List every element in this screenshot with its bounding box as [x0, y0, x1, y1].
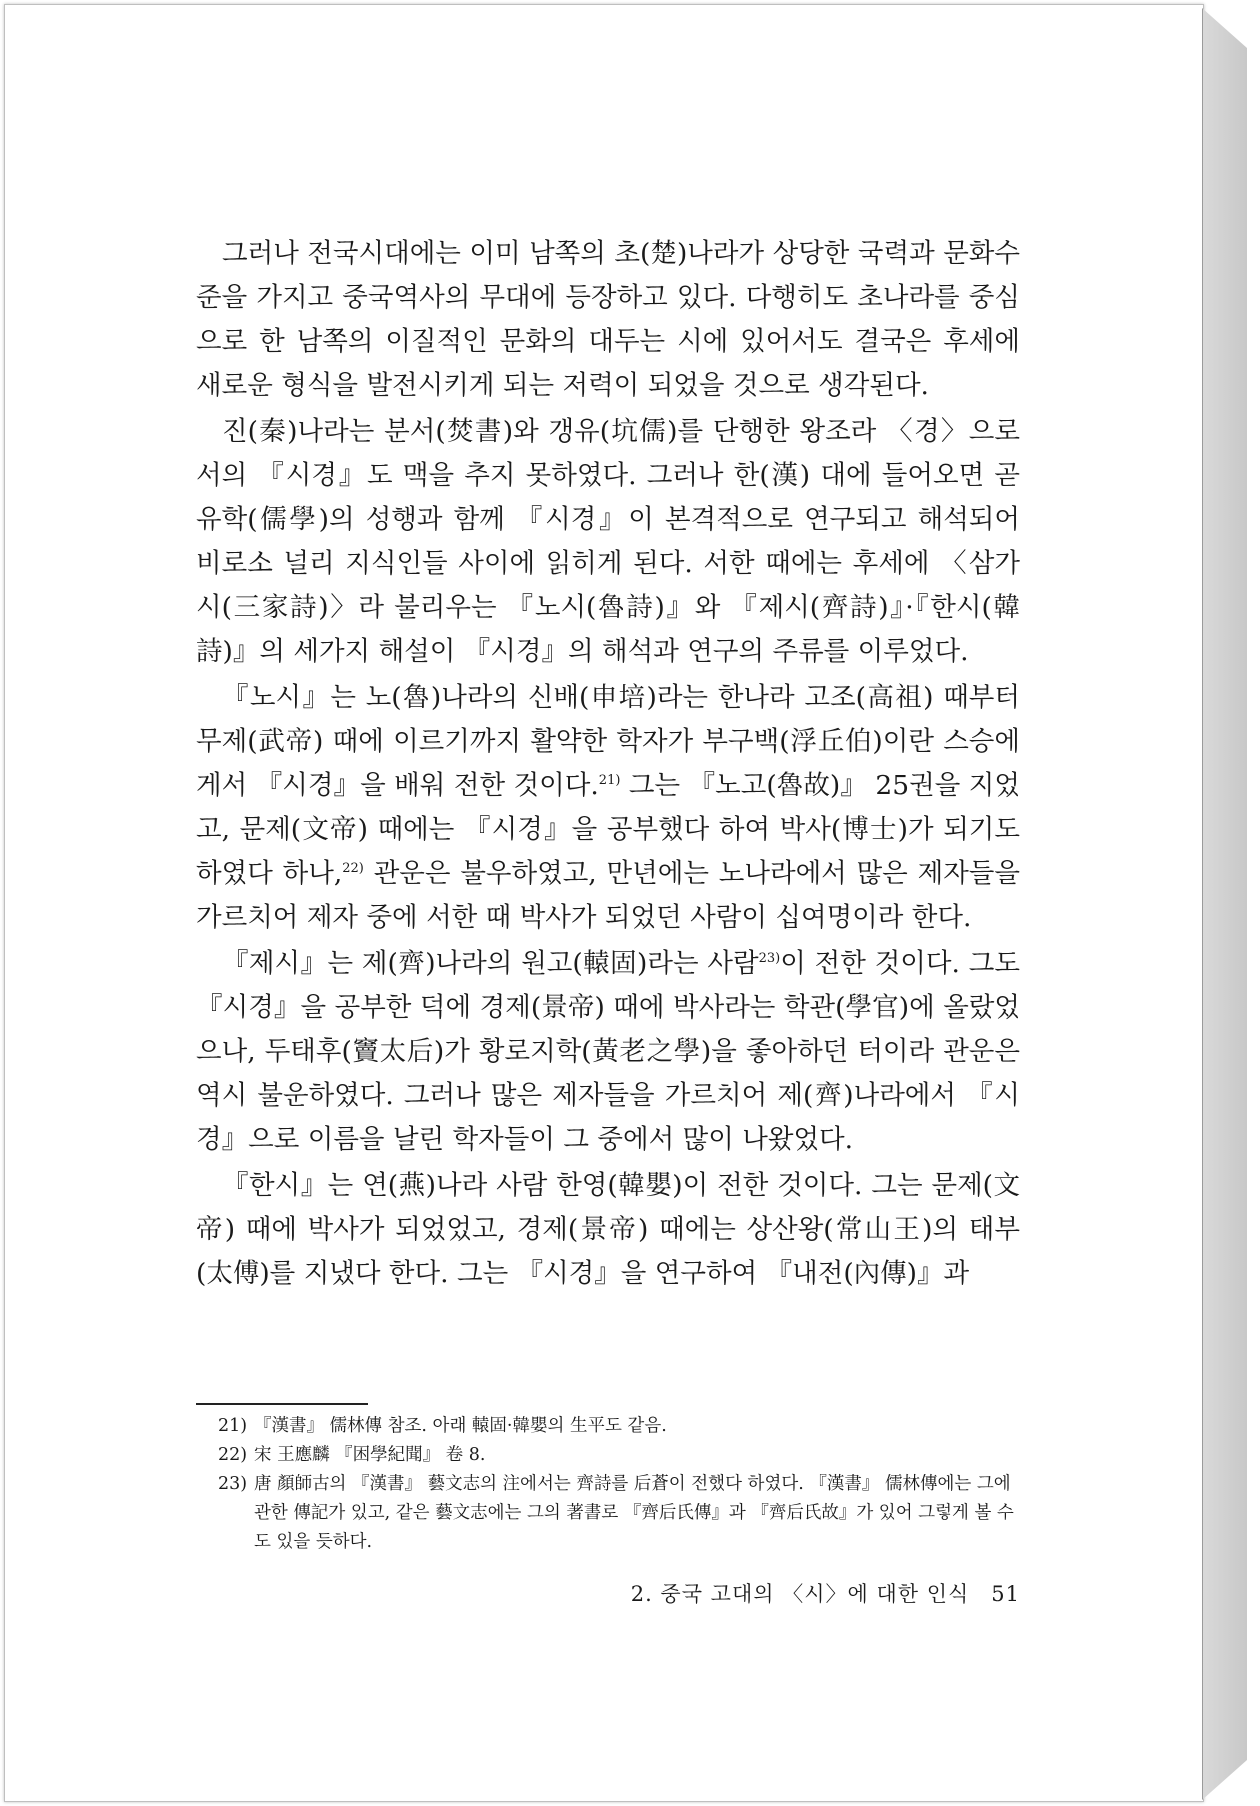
paragraph-4-part-b: 이 전한 것이다. 그도 『시경』을 공부한 덕에 경제(景帝) 때에 박사라는 학관(學官)에 올랐었으나, 두태후(竇太后)가 황로지학(黃老之學)을 좋아하던 터이라 관운은 역시 불운하였다. 그러나 많은 제자들을 가르치어 제(齊)나라에서 『시경』으로 이름을 날린 학자들이 그 중에서 많이 나왔었다.: [196, 948, 1020, 1155]
footnote-23: [218, 1470, 1020, 1557]
paragraph-3-part-c: 관운은 불우하였고, 만년에는 노나라에서 많은 제자들을 가르치어 제자 중에 서한 때 박사가 되었던 사람이 십여명이라 한다.: [196, 858, 1021, 933]
footnote-21: [218, 1412, 1020, 1441]
footnote-number: 22): [218, 1445, 248, 1465]
running-head: 2. 중국 고대의 〈시〉에 대한 인식: [630, 1582, 970, 1606]
footnote-number: 21): [218, 1416, 248, 1436]
footnote-text: 『漢書』 儒林傳 참조. 아래 轅固·韓嬰의 生平도 같음.: [254, 1416, 667, 1436]
footnote-text: 唐 顏師古의 『漢書』 藝文志의 注에서는 齊詩를 后蒼이 전했다 하였다. 『漢書』 儒林傳에는 그에 관한 傳記가 있고, 같은 藝文志에는 그의 著書로 『齊后氏傳』과 『齊后氏故』가 있어 그렇게 볼 수도 있을 듯하다.: [254, 1474, 1014, 1552]
running-footer: [590, 1578, 1020, 1608]
page-number: 51: [991, 1582, 1020, 1606]
paragraph-3-part-a: 『노시』는 노(魯)나라의 신배(申培)라는 한나라 고조(高祖) 때부터 무제(武帝) 때에 이르기까지 활약한 학자가 부구백(浮丘伯)이란 스승에게서 『시경』을 배워 전한 것이다.: [196, 682, 1020, 801]
footnote-22: [218, 1441, 1020, 1470]
footnote-number: 23): [218, 1474, 248, 1494]
paragraph-4-part-a: 『제시』는 제(齊)나라의 원고(轅固)라는 사람: [222, 948, 759, 979]
footnote-text: 宋 王應麟 『困學紀聞』 卷 8.: [254, 1445, 486, 1465]
paragraph-3-part-b: 그는 『노고(魯故)』 25권을 지었고, 문제(文帝) 때에는 『시경』을 공부했다 하여 박사(博士)가 되기도 하였다 하나,: [196, 770, 1020, 889]
footnote-rule: [196, 1403, 368, 1405]
page-edge: [1202, 8, 1247, 1800]
paragraph-5: 『한시』는 연(燕)나라 사람 한영(韓嬰)이 전한 것이다. 그는 문제(文帝) 때에 박사가 되었었고, 경제(景帝) 때에는 상산왕(常山王)의 태부(太傅)를 지냈다 한다. 그는 『시경』을 연구하여 『내전(內傳)』과: [196, 1170, 1020, 1289]
paragraph-4: [196, 942, 1020, 1162]
footnote-ref-22: 22): [342, 861, 364, 877]
paragraph-2: 진(秦)나라는 분서(焚書)와 갱유(坑儒)를 단행한 왕조라 〈경〉으로서의 『시경』도 맥을 추지 못하였다. 그러나 한(漢) 대에 들어오면 곧 유학(儒學)의 성행과 함께 『시경』이 본격적으로 연구되고 해석되어 비로소 널리 지식인들 사이에 읽히게 된다. 서한 때에는 후세에 〈삼가시(三家詩)〉라 불리우는 『노시(魯詩)』와 『제시(齊詩)』·『한시(韓詩)』의 세가지 해설이 『시경』의 해석과 연구의 주류를 이루었다.: [196, 416, 1020, 667]
footnote-ref-23: 23): [758, 951, 781, 967]
body-text: [196, 232, 1020, 1298]
paragraph-1: 그러나 전국시대에는 이미 남쪽의 초(楚)나라가 상당한 국력과 문화수준을 가지고 중국역사의 무대에 등장하고 있다. 다행히도 초나라를 중심으로 한 남쪽의 이질적인 문화의 대두는 시에 있어서도 결국은 후세에 새로운 형식을 발전시키게 되는 저력이 되었을 것으로 생각된다.: [196, 238, 1020, 401]
paragraph-3: [196, 676, 1020, 940]
footnote-ref-21: 21): [598, 773, 621, 789]
footnotes: [218, 1412, 1020, 1557]
